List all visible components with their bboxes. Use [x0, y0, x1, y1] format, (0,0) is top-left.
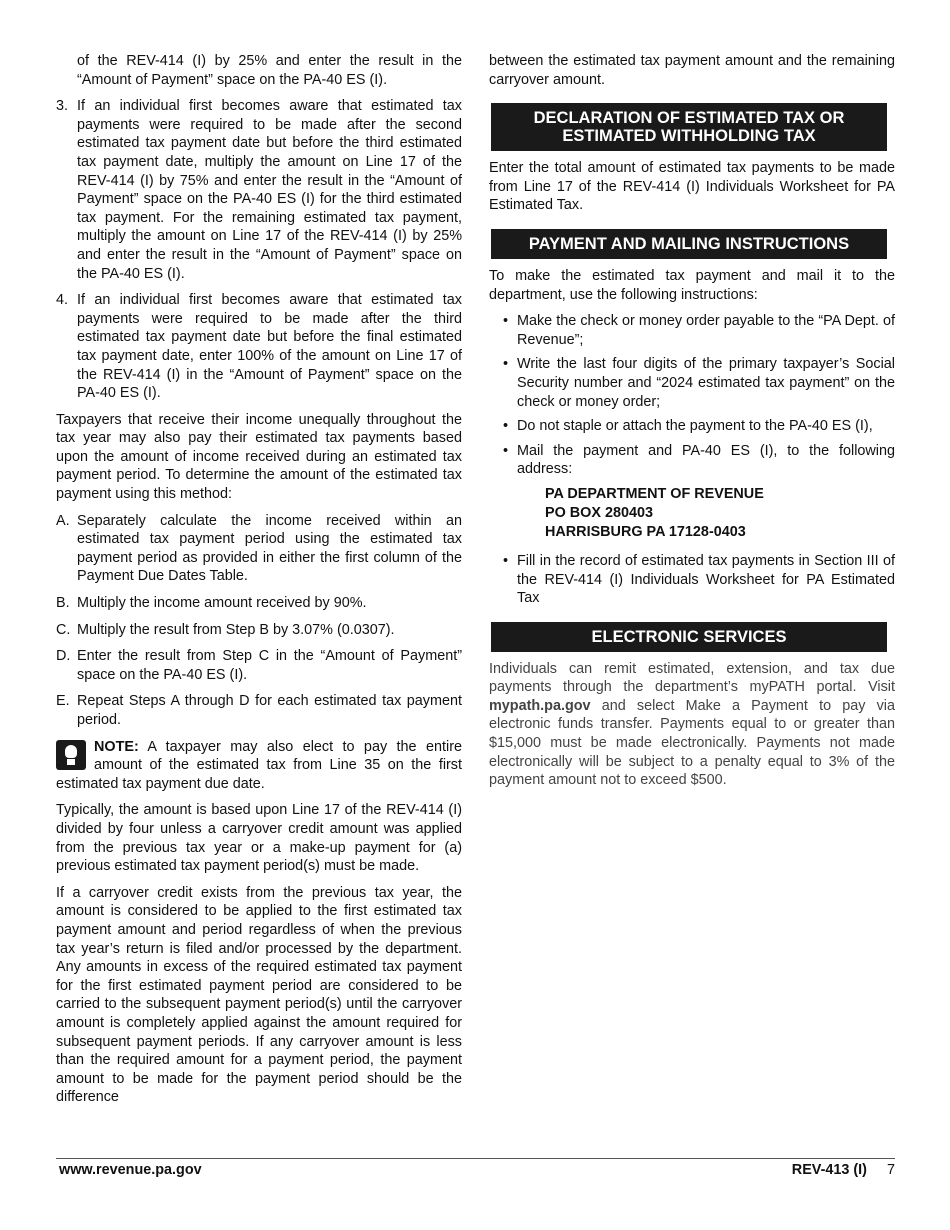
address-line: HARRISBURG PA 17128-0403: [545, 523, 746, 540]
bullet-icon: •: [503, 442, 509, 459]
mailing-address: [489, 485, 895, 542]
bullet-icon: •: [503, 552, 509, 569]
note-text: A taxpayer may also elect to pay the entire amount of the estimated tax from Line 35 on the first estimated tax payment due date.: [56, 738, 462, 792]
list-text: Repeat Steps A through D for each estimated tax payment period.: [77, 693, 462, 728]
declaration-paragraph: Enter the total amount of estimated tax payments to be made from Line 17 of the REV-414 (I) Individuals Worksheet for PA Estimated Tax.: [489, 160, 895, 214]
list-text: If an individual first becomes aware that estimated tax payments were required to be made after the second estimated tax payment date but before the third estimated tax payment date, multiply the amount on Line 17 of the REV-414 (I) by 75% and enter the result in the “Amount of Payment” space on the PA-40 ES (I) for the third estimated tax payment. For the remaining estimated tax payment, multiply the amount on Line 17 of the REV-414 (I) by 25% and enter the result in the “Amount of Payment” space on the PA-40 ES (I).: [77, 98, 462, 282]
list-item: [56, 512, 462, 586]
list-item: [56, 97, 462, 283]
footer-website[interactable]: www.revenue.pa.gov: [59, 1162, 202, 1178]
payment-intro: To make the estimated tax payment and mail it to the department, use the following instructions:: [489, 267, 895, 303]
intro-fragment: of the REV-414 (I) by 25% and enter the result in the “Amount of Payment” space on the PA-40 ES (I).: [77, 53, 462, 88]
list-number: 3.: [56, 98, 69, 115]
page-number: 7: [886, 1162, 895, 1178]
payment-header: PAYMENT AND MAILING INSTRUCTIONS: [491, 229, 887, 259]
mypath-link[interactable]: mypath.pa.gov: [489, 697, 591, 714]
right-column: [489, 52, 895, 798]
bullet-text: Make the check or money order payable to the “PA Dept. of Revenue”;: [517, 313, 895, 348]
list-item: [56, 594, 462, 613]
bullet-text: Do not staple or attach the payment to the PA-40 ES (I),: [517, 418, 873, 435]
list-item: [489, 552, 895, 608]
list-item: [56, 647, 462, 684]
electronic-header: ELECTRONIC SERVICES: [491, 622, 887, 652]
list-number: 4.: [56, 292, 69, 309]
lettered-list: [56, 512, 462, 730]
list-item: [56, 291, 462, 403]
list-item: [56, 692, 462, 729]
typically-paragraph: Typically, the amount is based upon Line 17 of the REV-414 (I) divided by four unless a carryover credit amount was applied from the previous tax year or a make-up payment for (a) previous estimated tax payment period(s) must be made.: [56, 802, 462, 875]
list-letter: B.: [56, 595, 70, 612]
unequal-income-paragraph: Taxpayers that receive their income unequally throughout the tax year may also pay their estimated tax payments based upon the amount of income received during an estimated tax payment period. To determine the amount of the estimated tax payment using this method:: [56, 411, 462, 503]
address-line: PO BOX 280403: [545, 504, 653, 521]
left-column: [56, 52, 462, 1115]
footer-divider: [56, 1158, 895, 1159]
list-text: Multiply the result from Step B by 3.07% (0.0307).: [77, 621, 395, 638]
bullet-icon: •: [503, 313, 509, 330]
form-code: REV-413 (I): [791, 1162, 867, 1178]
electronic-text-post: and select Make a Payment to pay via electronic funds transfer. Payments equal to or greater than $15,000 must be made electronically. Payments not made electronically will be subject to a penalty equal to 3% of the payment amount not to exceed $500.: [489, 697, 895, 789]
lightbulb-icon: [56, 740, 86, 770]
list-item: [489, 417, 895, 436]
list-text: Separately calculate the income received within an estimated tax payment period using the estimated tax payment period as provided in either the first column of the Payment Due Dates Table.: [77, 512, 462, 585]
address-line: PA DEPARTMENT OF REVENUE: [545, 485, 764, 502]
bullet-icon: •: [503, 418, 509, 435]
bullet-icon: •: [503, 356, 509, 373]
list-item: [489, 442, 895, 479]
bullet-text: Mail the payment and PA-40 ES (I), to the following address:: [517, 442, 895, 478]
list-letter: D.: [56, 648, 71, 665]
carryover-paragraph: If a carryover credit exists from the previous tax year, the amount is considered to be applied to the first estimated tax payment amount and period regardless of when the previous tax year’s return is filed and/or processed by the department. Any amounts in excess of the required estimated tax payment for the first estimated payment period are considered to be carried to the subsequent payment period(s) until the carryover amount is completely applied against the amount required for subsequent payment periods. If any carryover amount is less than the required amount for a payment period, the payment amount to be made for the payment period should be the difference: [56, 884, 462, 1106]
electronic-paragraph: [489, 660, 895, 790]
list-item: [489, 312, 895, 349]
list-letter: E.: [56, 693, 70, 710]
payment-bullets: [489, 312, 895, 479]
electronic-text-pre: Individuals can remit estimated, extension, and tax due payments through the department’s myPATH portal. Visit: [489, 660, 895, 696]
declaration-header: DECLARATION OF ESTIMATED TAX OR ESTIMATED WITHHOLDING TAX: [491, 103, 887, 151]
continuation-paragraph: between the estimated tax payment amount and the remaining carryover amount.: [489, 53, 895, 88]
list-text: Multiply the income amount received by 90%.: [77, 595, 367, 612]
numbered-list: [56, 97, 462, 403]
list-text: If an individual first becomes aware that estimated tax payments were required to be made after the third estimated tax payment date but before the final estimated tax payment date, enter 100% of the amount on Line 17 of the REV-414 (I) in the “Amount of Payment” space on the PA-40 ES (I).: [77, 292, 462, 402]
list-item: [489, 355, 895, 411]
list-item: [56, 621, 462, 640]
note-label: NOTE:: [94, 738, 139, 755]
list-text: Enter the result from Step C in the “Amount of Payment” space on the PA-40 ES (I).: [77, 648, 462, 683]
footer-right: [792, 1162, 895, 1178]
bullet-text: Write the last four digits of the primary taxpayer’s Social Security number and “2024 estimated tax payment” on the check or money order;: [517, 356, 895, 410]
note-block: [56, 738, 462, 794]
list-letter: A.: [56, 512, 70, 529]
record-bullet: [489, 552, 895, 608]
bullet-text: Fill in the record of estimated tax payments in Section III of the REV-414 (I) Individuals Worksheet for PA Estimated Tax: [517, 552, 895, 607]
list-letter: C.: [56, 621, 71, 638]
